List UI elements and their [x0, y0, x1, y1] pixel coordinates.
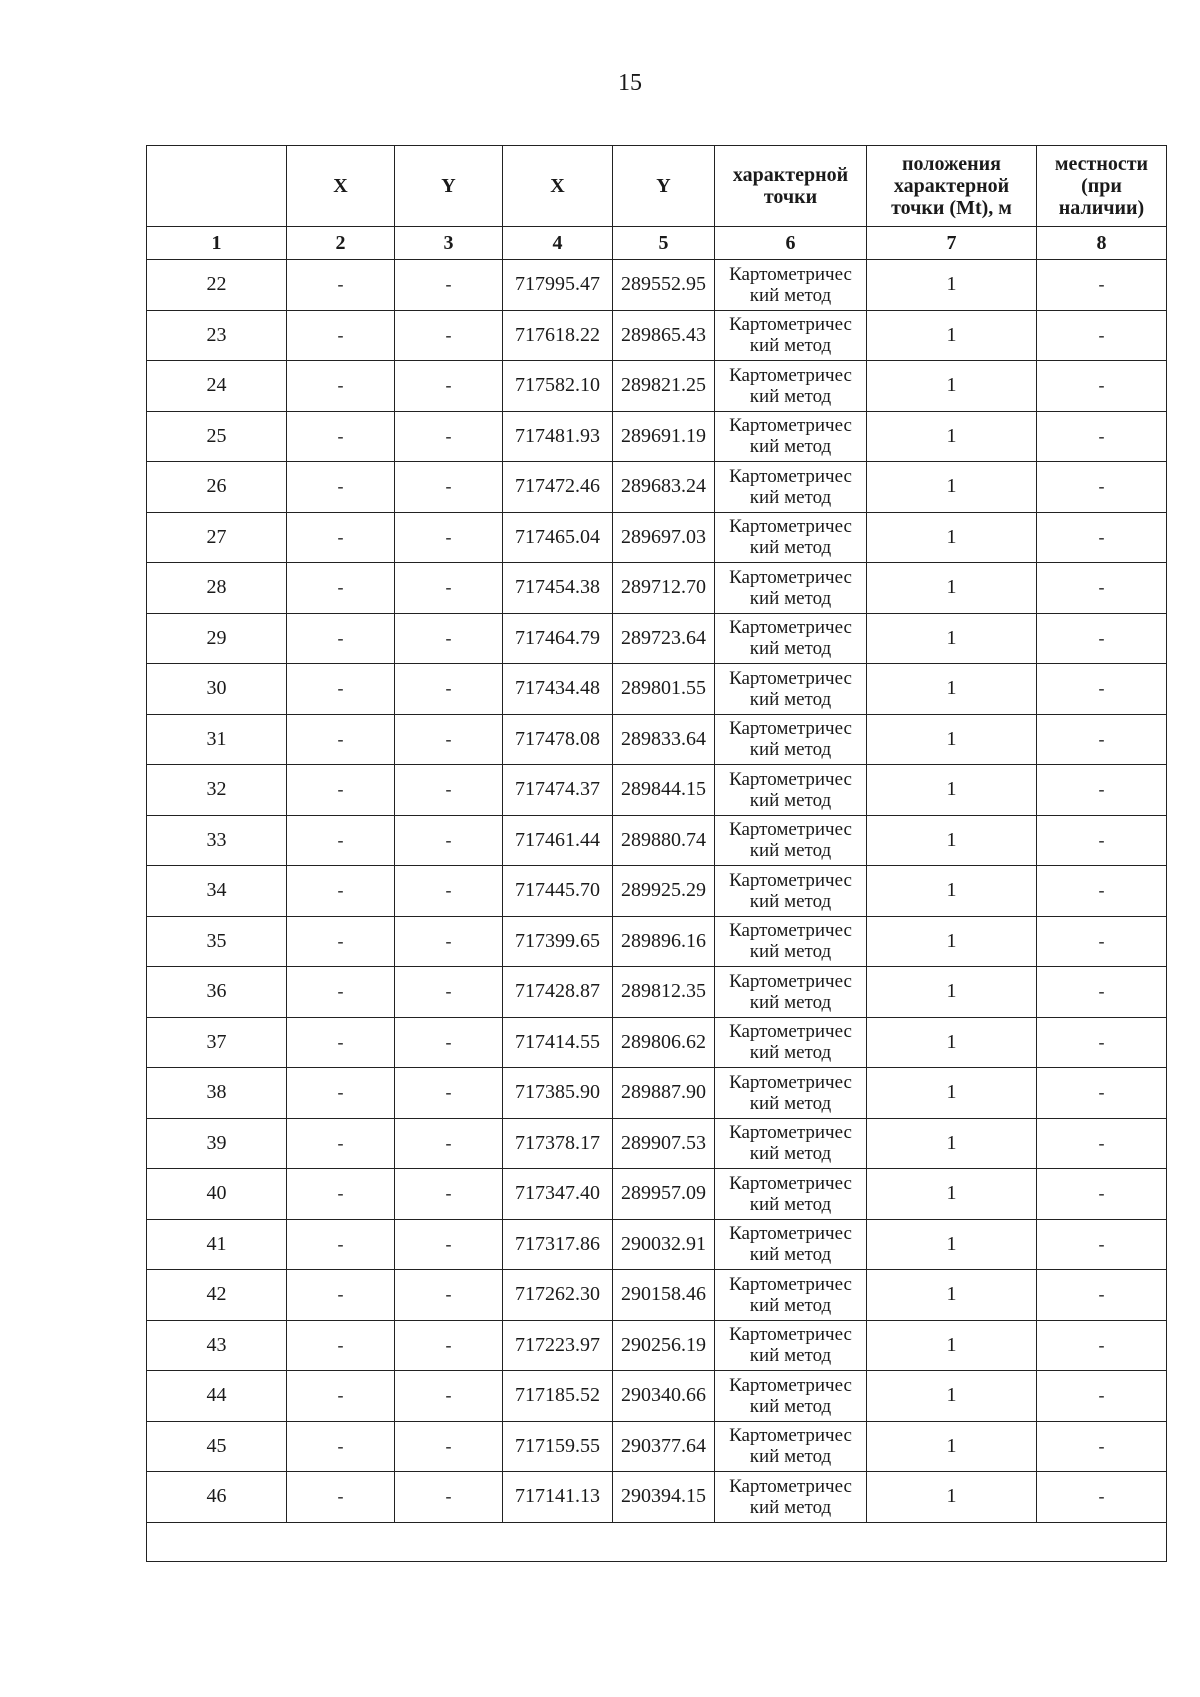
method-cell: Картометричес кий метод	[715, 815, 867, 866]
y-new-cell: 289691.19	[613, 411, 715, 462]
point-number-cell: 28	[147, 563, 287, 614]
method-cell: Картометричес кий метод	[715, 866, 867, 917]
x-old-cell: -	[287, 512, 395, 563]
y-new-cell: 289812.35	[613, 967, 715, 1018]
table-row	[147, 310, 1167, 361]
accuracy-cell: 1	[867, 765, 1037, 816]
x-old-cell: -	[287, 765, 395, 816]
description-cell: -	[1037, 1320, 1167, 1371]
header-cell	[147, 146, 287, 227]
column-number: 2	[287, 227, 395, 260]
header-cell: Y	[395, 146, 503, 227]
x-new-cell: 717618.22	[503, 310, 613, 361]
y-old-cell: -	[395, 967, 503, 1018]
method-cell: Картометричес кий метод	[715, 1421, 867, 1472]
point-number-cell: 41	[147, 1219, 287, 1270]
method-cell: Картометричес кий метод	[715, 664, 867, 715]
y-new-cell: 289887.90	[613, 1068, 715, 1119]
y-new-cell: 290158.46	[613, 1270, 715, 1321]
accuracy-cell: 1	[867, 512, 1037, 563]
x-new-cell: 717141.13	[503, 1472, 613, 1523]
point-number-cell: 37	[147, 1017, 287, 1068]
x-old-cell: -	[287, 967, 395, 1018]
x-old-cell: -	[287, 411, 395, 462]
accuracy-cell: 1	[867, 1270, 1037, 1321]
x-new-cell: 717461.44	[503, 815, 613, 866]
description-cell: -	[1037, 1270, 1167, 1321]
x-new-cell: 717995.47	[503, 260, 613, 311]
table-row	[147, 1320, 1167, 1371]
description-cell: -	[1037, 916, 1167, 967]
description-cell: -	[1037, 361, 1167, 412]
accuracy-cell: 1	[867, 411, 1037, 462]
x-old-cell: -	[287, 815, 395, 866]
y-new-cell: 290340.66	[613, 1371, 715, 1422]
method-cell: Картометричес кий метод	[715, 260, 867, 311]
method-cell: Картометричес кий метод	[715, 1169, 867, 1220]
point-number-cell: 35	[147, 916, 287, 967]
accuracy-cell: 1	[867, 866, 1037, 917]
x-old-cell: -	[287, 1472, 395, 1523]
y-old-cell: -	[395, 1017, 503, 1068]
x-new-cell: 717159.55	[503, 1421, 613, 1472]
table-row	[147, 1068, 1167, 1119]
y-old-cell: -	[395, 815, 503, 866]
table-row	[147, 512, 1167, 563]
accuracy-cell: 1	[867, 664, 1037, 715]
method-cell: Картометричес кий метод	[715, 411, 867, 462]
point-number-cell: 26	[147, 462, 287, 513]
y-new-cell: 289821.25	[613, 361, 715, 412]
point-number-cell: 46	[147, 1472, 287, 1523]
method-cell: Картометричес кий метод	[715, 1118, 867, 1169]
x-new-cell: 717223.97	[503, 1320, 613, 1371]
y-new-cell: 289844.15	[613, 765, 715, 816]
point-number-cell: 25	[147, 411, 287, 462]
y-old-cell: -	[395, 1169, 503, 1220]
x-old-cell: -	[287, 563, 395, 614]
x-old-cell: -	[287, 916, 395, 967]
y-new-cell: 289683.24	[613, 462, 715, 513]
x-new-cell: 717434.48	[503, 664, 613, 715]
header-cell: местности (при наличии)	[1037, 146, 1167, 227]
accuracy-cell: 1	[867, 1017, 1037, 1068]
x-old-cell: -	[287, 1169, 395, 1220]
x-new-cell: 717478.08	[503, 714, 613, 765]
x-old-cell: -	[287, 1270, 395, 1321]
x-new-cell: 717445.70	[503, 866, 613, 917]
x-old-cell: -	[287, 1118, 395, 1169]
accuracy-cell: 1	[867, 613, 1037, 664]
x-old-cell: -	[287, 1068, 395, 1119]
point-number-cell: 45	[147, 1421, 287, 1472]
y-old-cell: -	[395, 613, 503, 664]
accuracy-cell: 1	[867, 462, 1037, 513]
table-row	[147, 714, 1167, 765]
description-cell: -	[1037, 310, 1167, 361]
y-new-cell: 289806.62	[613, 1017, 715, 1068]
point-number-cell: 39	[147, 1118, 287, 1169]
table-row	[147, 765, 1167, 816]
x-new-cell: 717582.10	[503, 361, 613, 412]
method-cell: Картометричес кий метод	[715, 1017, 867, 1068]
x-new-cell: 717465.04	[503, 512, 613, 563]
description-cell: -	[1037, 1421, 1167, 1472]
y-new-cell: 289801.55	[613, 664, 715, 715]
method-cell: Картометричес кий метод	[715, 310, 867, 361]
y-new-cell: 289907.53	[613, 1118, 715, 1169]
table-row	[147, 1270, 1167, 1321]
description-cell: -	[1037, 613, 1167, 664]
method-cell: Картометричес кий метод	[715, 1068, 867, 1119]
column-number: 3	[395, 227, 503, 260]
description-cell: -	[1037, 664, 1167, 715]
y-old-cell: -	[395, 411, 503, 462]
y-new-cell: 289896.16	[613, 916, 715, 967]
x-new-cell: 717378.17	[503, 1118, 613, 1169]
accuracy-cell: 1	[867, 1068, 1037, 1119]
y-new-cell: 290256.19	[613, 1320, 715, 1371]
header-cell: положения характерной точки (Mt), м	[867, 146, 1037, 227]
x-new-cell: 717454.38	[503, 563, 613, 614]
empty-footer-cell	[147, 1522, 1167, 1561]
x-old-cell: -	[287, 260, 395, 311]
table-row	[147, 260, 1167, 311]
y-old-cell: -	[395, 664, 503, 715]
table-row	[147, 866, 1167, 917]
point-number-cell: 24	[147, 361, 287, 412]
description-cell: -	[1037, 1472, 1167, 1523]
description-cell: -	[1037, 462, 1167, 513]
column-number: 1	[147, 227, 287, 260]
accuracy-cell: 1	[867, 1219, 1037, 1270]
description-cell: -	[1037, 1169, 1167, 1220]
y-old-cell: -	[395, 1320, 503, 1371]
x-old-cell: -	[287, 1421, 395, 1472]
y-old-cell: -	[395, 765, 503, 816]
y-old-cell: -	[395, 462, 503, 513]
header-cell: характерной точки	[715, 146, 867, 227]
header-cell: Y	[613, 146, 715, 227]
y-old-cell: -	[395, 916, 503, 967]
x-new-cell: 717347.40	[503, 1169, 613, 1220]
point-number-cell: 42	[147, 1270, 287, 1321]
x-new-cell: 717317.86	[503, 1219, 613, 1270]
point-number-cell: 32	[147, 765, 287, 816]
description-cell: -	[1037, 1017, 1167, 1068]
point-number-cell: 33	[147, 815, 287, 866]
table-row	[147, 411, 1167, 462]
y-new-cell: 289723.64	[613, 613, 715, 664]
method-cell: Картометричес кий метод	[715, 714, 867, 765]
header-row	[147, 146, 1167, 227]
table-row	[147, 664, 1167, 715]
y-new-cell: 289880.74	[613, 815, 715, 866]
column-number: 5	[613, 227, 715, 260]
point-number-cell: 38	[147, 1068, 287, 1119]
method-cell: Картометричес кий метод	[715, 1472, 867, 1523]
table-row	[147, 1219, 1167, 1270]
table-row	[147, 1118, 1167, 1169]
table-row	[147, 815, 1167, 866]
accuracy-cell: 1	[867, 967, 1037, 1018]
point-number-cell: 43	[147, 1320, 287, 1371]
accuracy-cell: 1	[867, 1421, 1037, 1472]
description-cell: -	[1037, 411, 1167, 462]
x-old-cell: -	[287, 1371, 395, 1422]
y-new-cell: 290032.91	[613, 1219, 715, 1270]
y-old-cell: -	[395, 1472, 503, 1523]
method-cell: Картометричес кий метод	[715, 563, 867, 614]
column-number: 7	[867, 227, 1037, 260]
y-new-cell: 289865.43	[613, 310, 715, 361]
accuracy-cell: 1	[867, 916, 1037, 967]
x-old-cell: -	[287, 1320, 395, 1371]
y-old-cell: -	[395, 1371, 503, 1422]
description-cell: -	[1037, 967, 1167, 1018]
x-old-cell: -	[287, 310, 395, 361]
accuracy-cell: 1	[867, 260, 1037, 311]
column-number-row	[147, 227, 1167, 260]
accuracy-cell: 1	[867, 714, 1037, 765]
description-cell: -	[1037, 815, 1167, 866]
y-old-cell: -	[395, 714, 503, 765]
accuracy-cell: 1	[867, 1118, 1037, 1169]
y-new-cell: 289712.70	[613, 563, 715, 614]
description-cell: -	[1037, 1068, 1167, 1119]
point-number-cell: 27	[147, 512, 287, 563]
x-new-cell: 717474.37	[503, 765, 613, 816]
table-row	[147, 1421, 1167, 1472]
accuracy-cell: 1	[867, 361, 1037, 412]
x-new-cell: 717399.65	[503, 916, 613, 967]
table-row	[147, 916, 1167, 967]
x-old-cell: -	[287, 462, 395, 513]
x-old-cell: -	[287, 613, 395, 664]
header-cell: X	[287, 146, 395, 227]
y-old-cell: -	[395, 310, 503, 361]
description-cell: -	[1037, 1371, 1167, 1422]
description-cell: -	[1037, 260, 1167, 311]
x-old-cell: -	[287, 664, 395, 715]
point-number-cell: 31	[147, 714, 287, 765]
point-number-cell: 36	[147, 967, 287, 1018]
method-cell: Картометричес кий метод	[715, 613, 867, 664]
x-old-cell: -	[287, 714, 395, 765]
y-old-cell: -	[395, 512, 503, 563]
y-new-cell: 289697.03	[613, 512, 715, 563]
table-row	[147, 967, 1167, 1018]
accuracy-cell: 1	[867, 815, 1037, 866]
accuracy-cell: 1	[867, 563, 1037, 614]
y-new-cell: 290394.15	[613, 1472, 715, 1523]
method-cell: Картометричес кий метод	[715, 462, 867, 513]
description-cell: -	[1037, 714, 1167, 765]
table-row	[147, 1371, 1167, 1422]
accuracy-cell: 1	[867, 1371, 1037, 1422]
method-cell: Картометричес кий метод	[715, 1371, 867, 1422]
x-old-cell: -	[287, 361, 395, 412]
table-row	[147, 613, 1167, 664]
description-cell: -	[1037, 512, 1167, 563]
table-row	[147, 462, 1167, 513]
description-cell: -	[1037, 1118, 1167, 1169]
point-number-cell: 44	[147, 1371, 287, 1422]
y-old-cell: -	[395, 1118, 503, 1169]
method-cell: Картометричес кий метод	[715, 1270, 867, 1321]
y-old-cell: -	[395, 1270, 503, 1321]
accuracy-cell: 1	[867, 1320, 1037, 1371]
accuracy-cell: 1	[867, 1472, 1037, 1523]
table-row	[147, 1017, 1167, 1068]
page-number: 15	[618, 70, 642, 96]
table-body	[147, 260, 1167, 1523]
x-new-cell: 717262.30	[503, 1270, 613, 1321]
description-cell: -	[1037, 866, 1167, 917]
x-old-cell: -	[287, 1017, 395, 1068]
x-new-cell: 717481.93	[503, 411, 613, 462]
x-new-cell: 717385.90	[503, 1068, 613, 1119]
y-old-cell: -	[395, 563, 503, 614]
header-cell: X	[503, 146, 613, 227]
x-new-cell: 717428.87	[503, 967, 613, 1018]
y-old-cell: -	[395, 1421, 503, 1472]
y-old-cell: -	[395, 1068, 503, 1119]
x-old-cell: -	[287, 1219, 395, 1270]
method-cell: Картометричес кий метод	[715, 361, 867, 412]
y-new-cell: 289925.29	[613, 866, 715, 917]
method-cell: Картометричес кий метод	[715, 967, 867, 1018]
point-number-cell: 30	[147, 664, 287, 715]
method-cell: Картометричес кий метод	[715, 916, 867, 967]
method-cell: Картометричес кий метод	[715, 765, 867, 816]
y-old-cell: -	[395, 866, 503, 917]
accuracy-cell: 1	[867, 1169, 1037, 1220]
table-row	[147, 1472, 1167, 1523]
description-cell: -	[1037, 1219, 1167, 1270]
table-row	[147, 563, 1167, 614]
y-new-cell: 289552.95	[613, 260, 715, 311]
column-number: 8	[1037, 227, 1167, 260]
method-cell: Картометричес кий метод	[715, 1219, 867, 1270]
y-old-cell: -	[395, 361, 503, 412]
column-number: 6	[715, 227, 867, 260]
description-cell: -	[1037, 563, 1167, 614]
x-old-cell: -	[287, 866, 395, 917]
method-cell: Картометричес кий метод	[715, 512, 867, 563]
x-new-cell: 717464.79	[503, 613, 613, 664]
point-number-cell: 40	[147, 1169, 287, 1220]
x-new-cell: 717472.46	[503, 462, 613, 513]
empty-footer-row	[147, 1522, 1167, 1561]
y-old-cell: -	[395, 260, 503, 311]
point-number-cell: 34	[147, 866, 287, 917]
table-row	[147, 361, 1167, 412]
x-new-cell: 717414.55	[503, 1017, 613, 1068]
y-new-cell: 289957.09	[613, 1169, 715, 1220]
column-number: 4	[503, 227, 613, 260]
table-row	[147, 1169, 1167, 1220]
point-number-cell: 29	[147, 613, 287, 664]
description-cell: -	[1037, 765, 1167, 816]
point-number-cell: 23	[147, 310, 287, 361]
y-old-cell: -	[395, 1219, 503, 1270]
x-new-cell: 717185.52	[503, 1371, 613, 1422]
y-new-cell: 290377.64	[613, 1421, 715, 1472]
y-new-cell: 289833.64	[613, 714, 715, 765]
accuracy-cell: 1	[867, 310, 1037, 361]
point-number-cell: 22	[147, 260, 287, 311]
coordinates-table	[146, 145, 1167, 1562]
method-cell: Картометричес кий метод	[715, 1320, 867, 1371]
